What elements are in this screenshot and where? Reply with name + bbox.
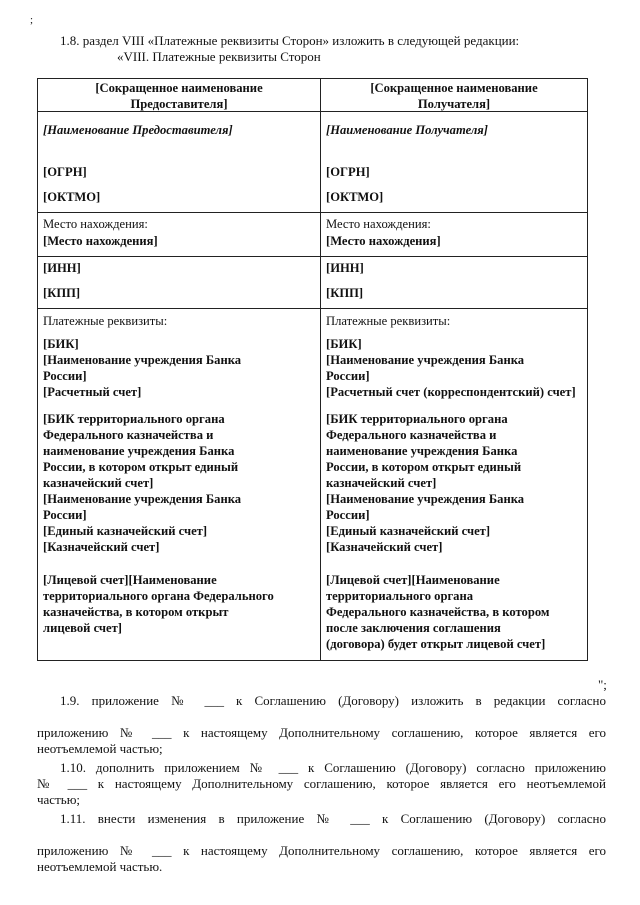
right-payment-label: Платежные реквизиты: (326, 314, 451, 328)
paragraph-1-11-line1: 1.11. внести изменения в приложение № ___ к Соглашению (Договору) согласно (60, 811, 606, 826)
left-kpp: [КПП] (43, 286, 81, 300)
left-personal-account-block: [Лицевой счет][Наименование территориального органа Федерального казначейства, в котором открыт лицевой счет] (43, 573, 274, 635)
right-location-label: Место нахождения: (326, 217, 431, 231)
right-kpp: [КПП] (326, 286, 364, 300)
paragraph-1-9-line2: приложению № ___ к настоящему Дополнительному соглашению, которое является его (37, 725, 606, 740)
section-title: «VIII. Платежные реквизиты Сторон (117, 49, 321, 64)
paragraph-1-10-line3: частью; (37, 792, 81, 807)
paragraph-1-10-line1: 1.10. дополнить приложением № ___ к Соглашению (Договору) согласно приложению (60, 760, 606, 775)
left-oktmo: [ОКТМО] (43, 190, 101, 204)
requisites-table (37, 78, 588, 661)
paragraph-1-10-line2: № ___ к настоящему Дополнительному соглашению, которое является его неотъемлемой (37, 776, 606, 791)
right-header: [Сокращенное наименование Получателя] (370, 81, 538, 111)
left-inn: [ИНН] (43, 261, 81, 275)
left-bank-block: [БИК] [Наименование учреждения Банка России] [Расчетный счет] (43, 337, 242, 399)
paragraph-1-9-line3: неотъемлемой частью; (37, 741, 163, 756)
right-treasury-block: [БИК территориального органа Федерального казначейства и наименование учреждения Банка России, в котором открыт единый казначейский счет] [Наименование учреждения Банка России] [Единый казначейский счет] [Казначейский счет] (326, 412, 525, 554)
scan-speck: ; (30, 14, 34, 26)
right-personal-account-block: [Лицевой счет][Наименование территориального органа Федерального казначейства, в котором после заключения соглашения (договора) будет открыт лицевой счет] (326, 573, 550, 651)
left-location-value: [Место нахождения] (43, 234, 158, 248)
left-payment-label: Платежные реквизиты: (43, 314, 168, 328)
paragraph-1-11-line3: неотъемлемой частью. (37, 859, 163, 874)
right-name: [Наименование Получателя] (326, 123, 488, 137)
column-divider (320, 79, 321, 660)
left-name: [Наименование Предоставителя] (43, 123, 233, 137)
right-ogrn: [ОГРН] (326, 165, 370, 179)
left-ogrn: [ОГРН] (43, 165, 87, 179)
left-location-label: Место нахождения: (43, 217, 148, 231)
closing-quote: "; (598, 677, 607, 692)
left-treasury-block: [БИК территориального органа Федерального казначейства и наименование учреждения Банка России, в котором открыт единый казначейский счет] [Наименование учреждения Банка России] [Единый казначейский счет] [Казначейский счет] (43, 412, 242, 554)
right-oktmo: [ОКТМО] (326, 190, 384, 204)
section-heading: 1.8. раздел VIII «Платежные реквизиты Сторон» изложить в следующей редакции: (60, 33, 520, 48)
right-location-value: [Место нахождения] (326, 234, 441, 248)
right-inn: [ИНН] (326, 261, 364, 275)
paragraph-1-9-line1: 1.9. приложение № ___ к Соглашению (Договору) изложить в редакции согласно (60, 693, 606, 708)
left-header: [Сокращенное наименование Предоставителя] (95, 81, 263, 111)
paragraph-1-11-line2: приложению № ___ к настоящему Дополнительному соглашению, которое является его (37, 843, 606, 858)
right-bank-block: [БИК] [Наименование учреждения Банка России] [Расчетный счет (корреспондентский) счет] (326, 337, 576, 399)
